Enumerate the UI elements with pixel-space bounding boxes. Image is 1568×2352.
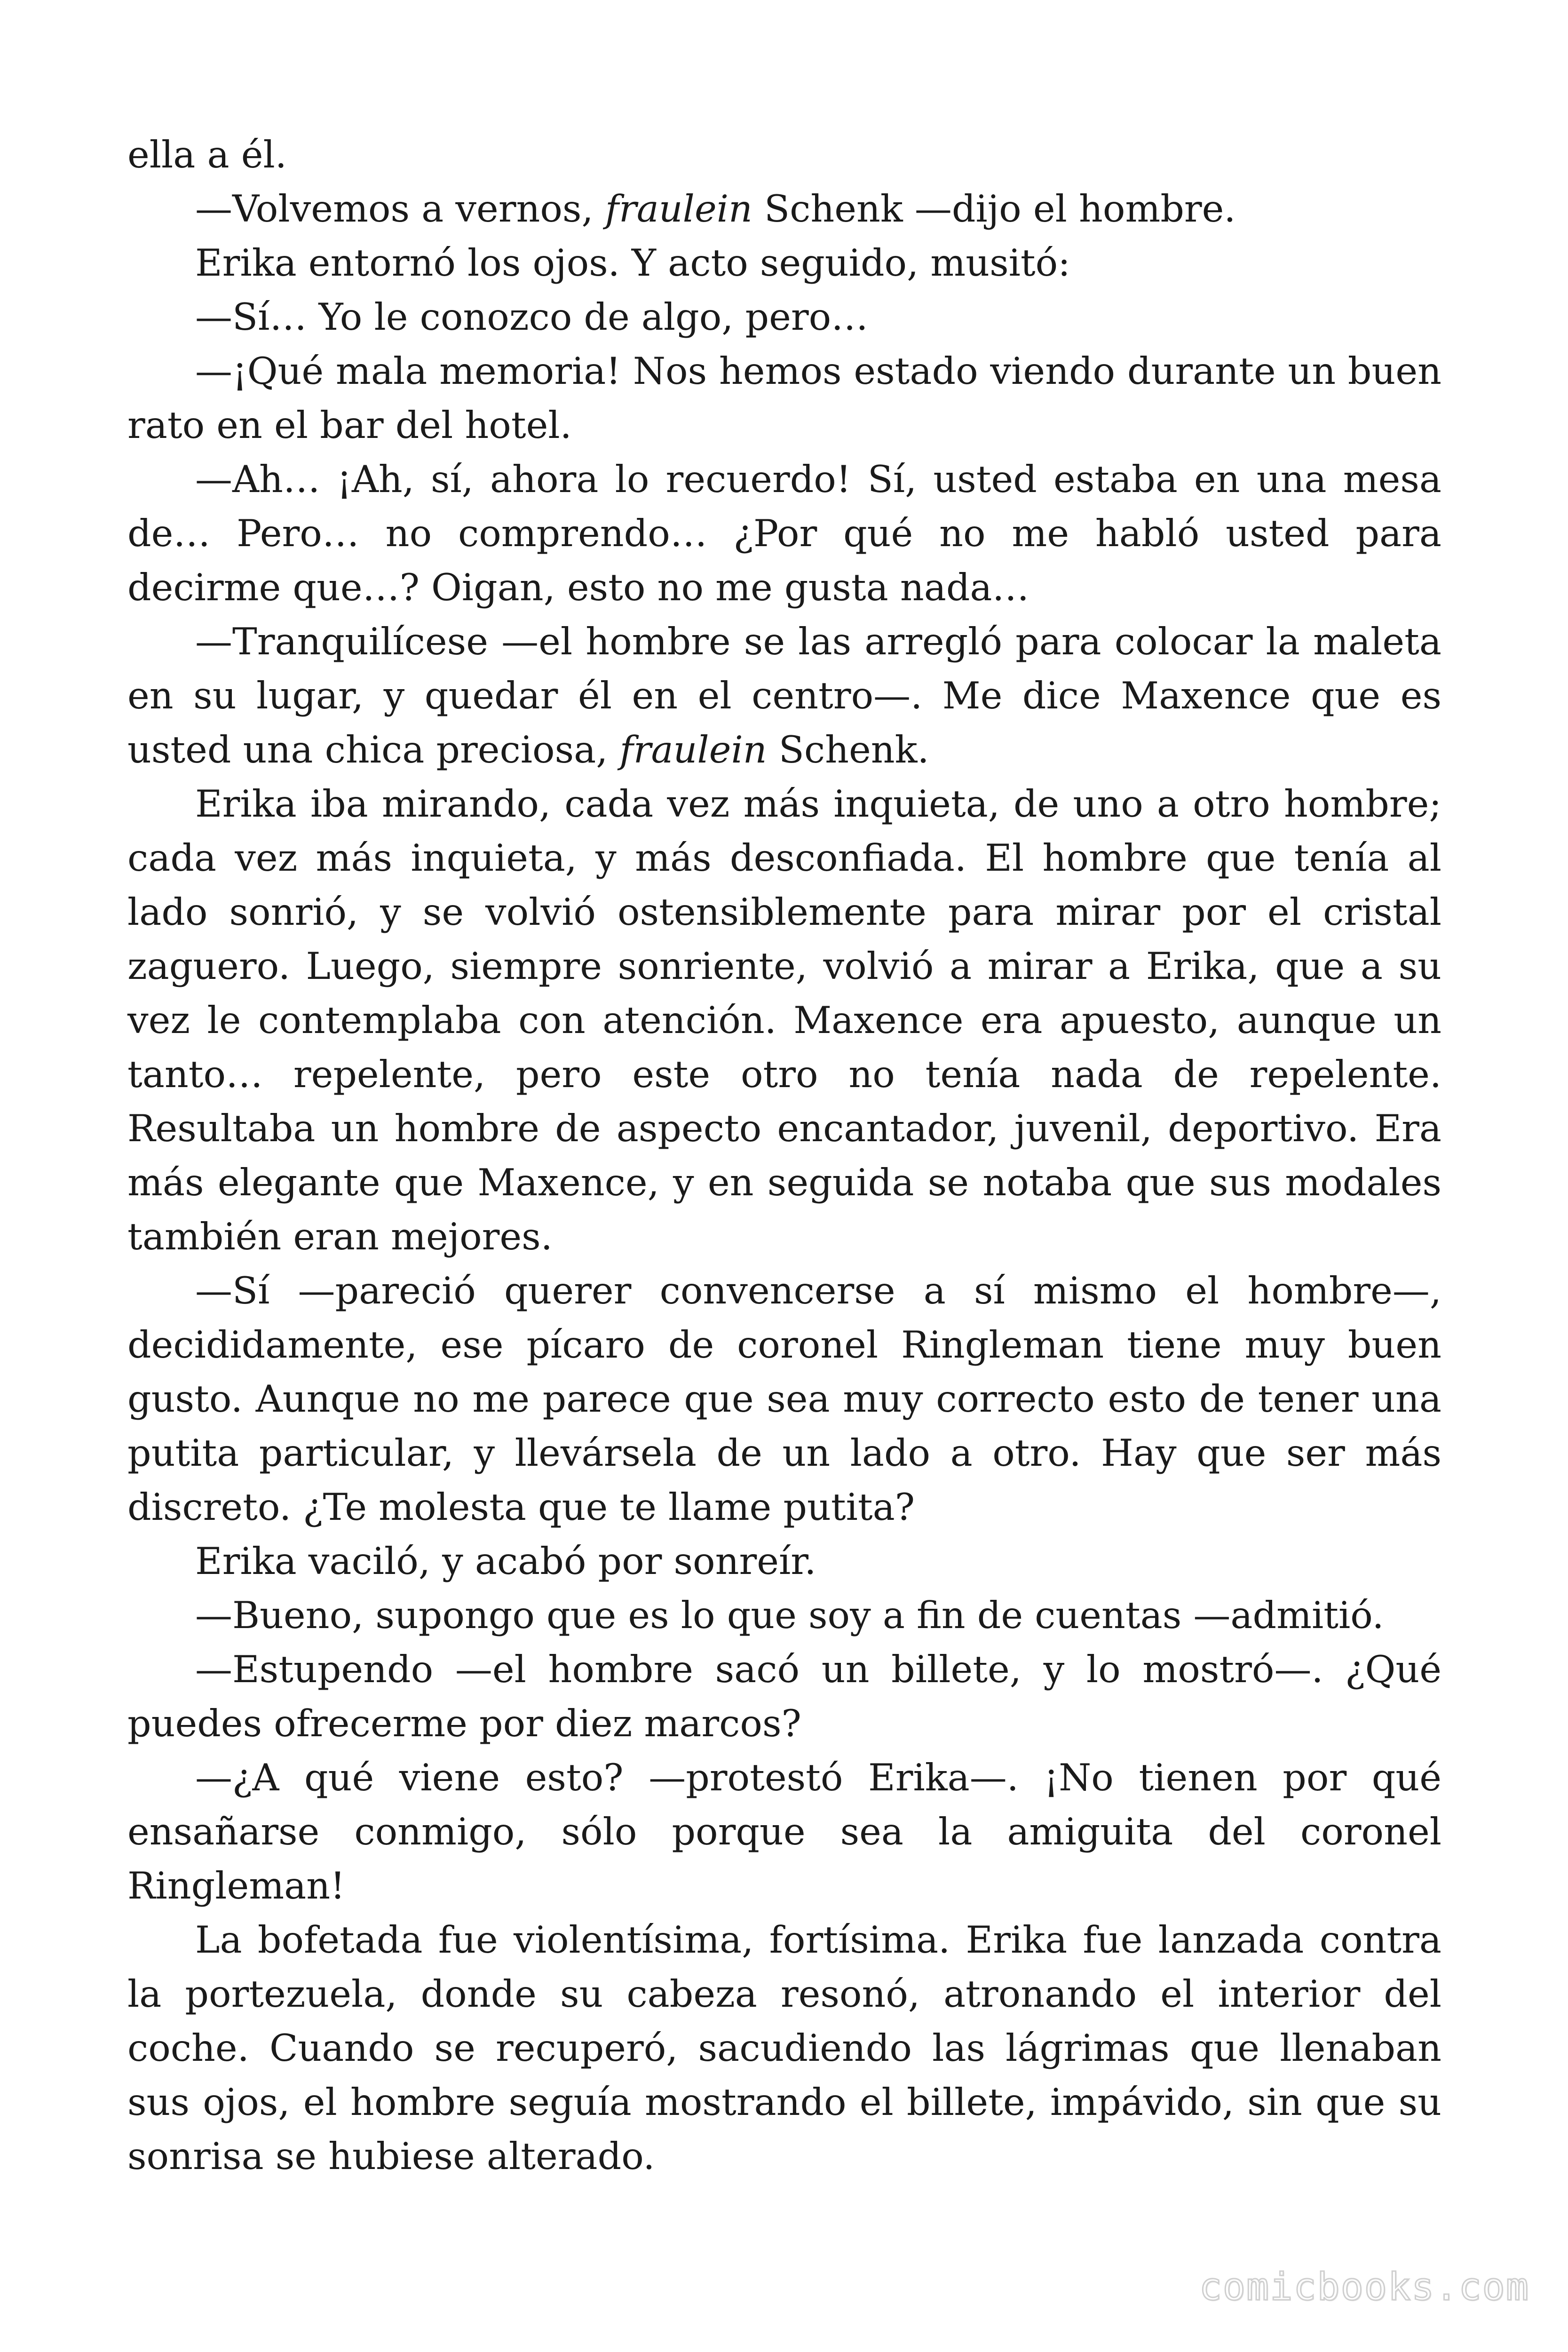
paragraph-text: —Bueno, supongo que es lo que soy a fin de cuentas —admitió. — [195, 1594, 1384, 1637]
paragraph-text: Erika vaciló, y acabó por sonreír. — [195, 1540, 816, 1583]
paragraph — [127, 1751, 1441, 1913]
paragraph-text: La bofetada fue violentísima, fortísima. Erika fue lanzada contra la portezuela, donde su cabeza resonó, atronando el interior del coche. Cuando se recuperó, sacudiendo las lágrimas que llenaban sus ojos, el hombre seguía mostrando el billete, impávido, sin que su sonrisa se hubiese alterado. — [127, 1918, 1441, 2178]
paragraph — [127, 344, 1441, 453]
paragraph-text: —Tranquilícese —el hombre se las arregló para colocar la maleta en su lugar, y quedar él en el centro—. Me dice Maxence que es usted una chica preciosa, — [127, 620, 1441, 771]
paragraph-text: —Sí… Yo le conozco de algo, pero… — [195, 295, 869, 339]
paragraph — [127, 236, 1441, 290]
italic-word: fraulein — [605, 187, 752, 230]
paragraph — [127, 1534, 1441, 1589]
paragraph-text: —¿A qué viene esto? —protestó Erika—. ¡No tienen por qué ensañarse conmigo, sólo porque sea la amiguita del coronel Ringleman! — [127, 1756, 1441, 1907]
page-body — [127, 128, 1441, 2184]
paragraph — [127, 1643, 1441, 1751]
paragraph — [127, 1264, 1441, 1534]
paragraph-text: —¡Qué mala memoria! Nos hemos estado viendo durante un buen rato en el bar del hotel. — [127, 350, 1441, 447]
paragraph — [127, 290, 1441, 344]
paragraph — [127, 128, 1441, 182]
watermark: comicbooks.com — [1199, 2265, 1529, 2309]
paragraph-text: Schenk —dijo el hombre. — [752, 187, 1236, 230]
italic-word: fraulein — [619, 728, 767, 771]
paragraph-text: Erika iba mirando, cada vez más inquieta, de uno a otro hombre; cada vez más inquieta, y más desconfiada. El hombre que tenía al lado sonrió, y se volvió ostensiblemente para mirar por el cristal zaguero. Luego, siempre sonriente, volvió a mirar a Erika, que a su vez le contemplaba con atención. Maxence era apuesto, aunque un tanto… repelente, pero este otro no tenía nada de repelente. Resultaba un hombre de aspecto encantador, juvenil, deportivo. Era más elegante que Maxence, y en seguida se notaba que sus modales también eran mejores. — [127, 782, 1441, 1258]
paragraph-text: Schenk. — [767, 728, 929, 771]
paragraph-text: Erika entornó los ojos. Y acto seguido, musitó: — [195, 241, 1070, 285]
paragraph — [127, 777, 1441, 1264]
paragraph — [127, 1913, 1441, 2184]
paragraph-text: —Volvemos a vernos, — [195, 187, 605, 230]
paragraph — [127, 453, 1441, 615]
paragraph-text: ella a él. — [127, 133, 287, 176]
paragraph — [127, 182, 1441, 236]
paragraph — [127, 1589, 1441, 1643]
paragraph-text: —Ah… ¡Ah, sí, ahora lo recuerdo! Sí, usted estaba en una mesa de… Pero… no comprendo… ¿Por qué no me habló usted para decirme que…? Oigan, esto no me gusta nada… — [127, 458, 1441, 609]
paragraph-text: —Estupendo —el hombre sacó un billete, y lo mostró—. ¿Qué puedes ofrecerme por diez marcos? — [127, 1648, 1441, 1745]
paragraph-text: —Sí —pareció querer convencerse a sí mismo el hombre—, decididamente, ese pícaro de coronel Ringleman tiene muy buen gusto. Aunque no me parece que sea muy correcto esto de tener una putita particular, y llevársela de un lado a otro. Hay que ser más discreto. ¿Te molesta que te llame putita? — [127, 1269, 1441, 1529]
paragraph — [127, 615, 1441, 777]
